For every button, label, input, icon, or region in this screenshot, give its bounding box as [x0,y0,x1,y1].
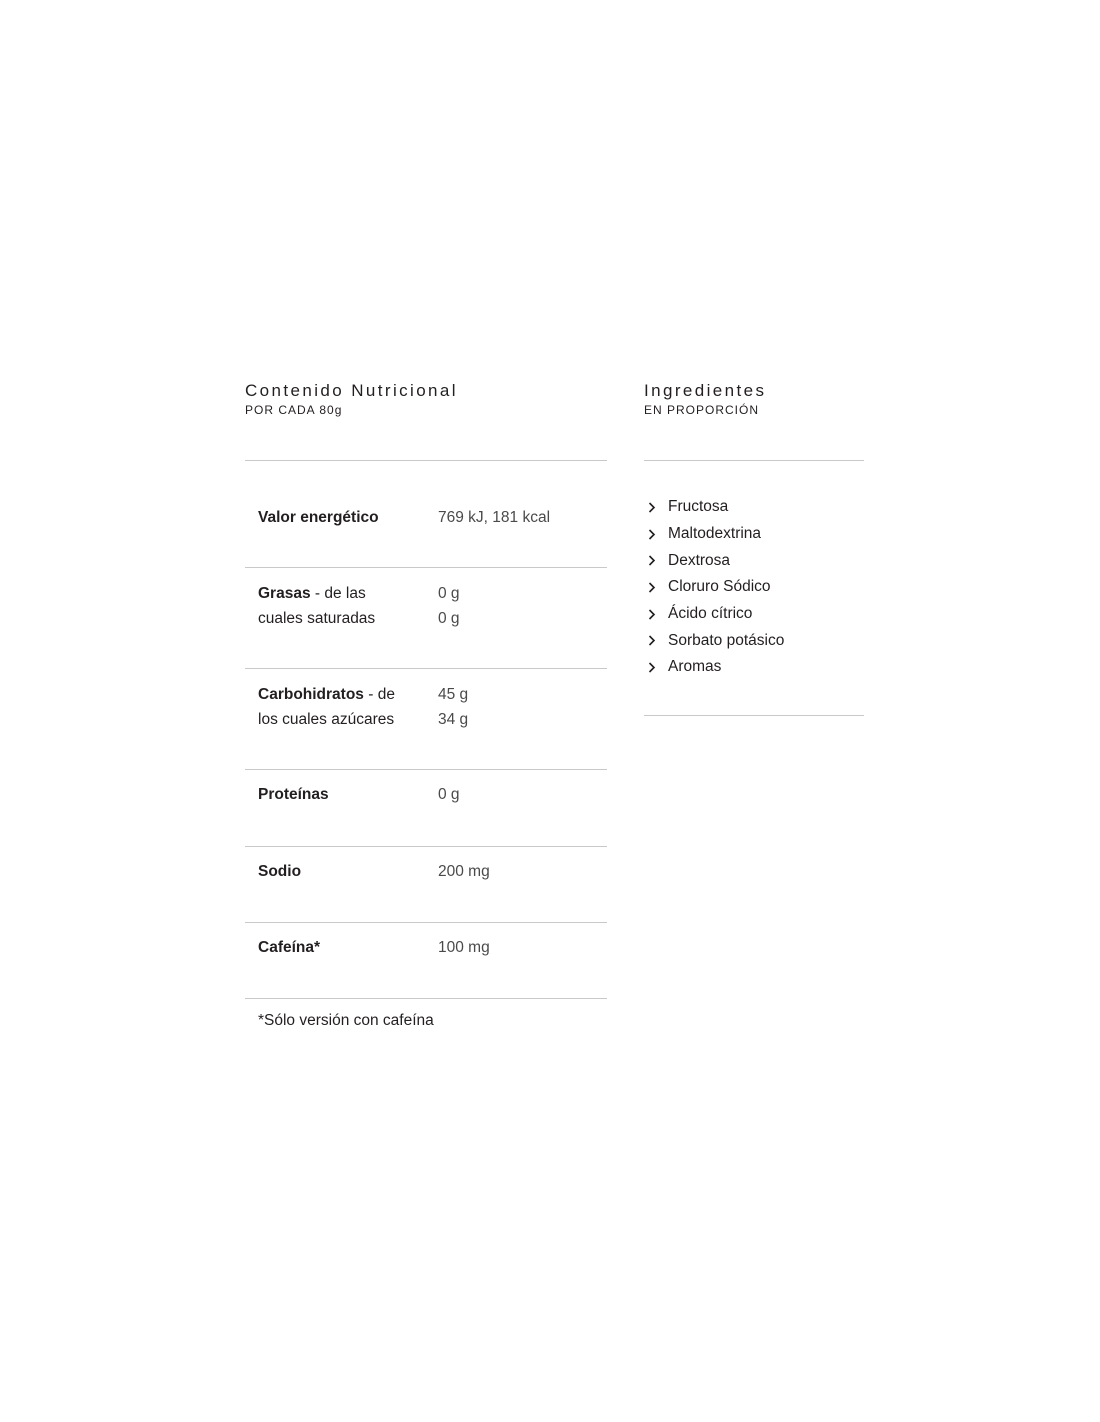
nutrition-subvalue: 34 g [438,711,469,728]
chevron-right-icon [648,529,668,540]
ingredients-title: Ingredientes [644,381,767,400]
nutrient-name: Valor energético [258,509,379,526]
nutrition-label [258,682,395,707]
chevron-right-icon [648,662,668,673]
nutrition-row-carbs [245,668,607,769]
ingredient-item [648,654,784,681]
chevron-right-icon [648,582,668,593]
chevron-right-icon [648,555,668,566]
ingredient-item [648,521,784,548]
nutrition-label [258,782,329,807]
ingredient-label: Cloruro Sódico [668,578,771,596]
nutrition-row-caffeine [245,922,607,999]
ingredient-label: Fructosa [668,498,729,516]
nutrition-subvalue: 0 g [438,610,460,627]
ingredients-subtitle: EN PROPORCIÓN [644,403,760,417]
nutrient-name: Cafeína* [258,939,321,956]
nutrition-label [258,581,366,606]
nutrition-table [245,460,607,999]
ingredients-bottom-divider [644,715,864,716]
nutrition-sublabel: los cuales azúcares [258,711,395,728]
nutrient-qualifier: - de las [310,585,366,602]
chevron-right-icon [648,502,668,513]
nutrient-qualifier: - de [363,686,395,703]
ingredient-item [648,627,784,654]
nutrition-sublabel: cuales saturadas [258,610,376,627]
nutrition-label [258,859,301,884]
ingredient-label: Aromas [668,658,722,676]
ingredient-label: Sorbato potásico [668,631,785,649]
nutrition-row-energy [245,460,607,567]
caffeine-footnote: *Sólo versión con cafeína [258,1012,434,1029]
ingredient-item [648,547,784,574]
nutrition-value: 769 kJ, 181 kcal [438,509,551,526]
nutrition-row-protein [245,769,607,846]
ingredient-item [648,494,784,521]
nutrition-value: 45 g [438,686,469,703]
nutrient-name: Sodio [258,863,302,880]
ingredient-label: Maltodextrina [668,525,762,543]
nutrition-subtitle: POR CADA 80g [245,403,343,417]
nutrition-title: Contenido Nutricional [245,381,458,400]
nutrition-row-fats [245,567,607,668]
ingredient-item [648,601,784,628]
ingredients-top-divider [644,460,864,461]
nutrition-value: 200 mg [438,863,490,880]
nutrition-value: 0 g [438,585,460,602]
nutrition-label [258,935,320,960]
nutrition-value: 100 mg [438,939,490,956]
nutrient-name: Carbohidratos [258,686,364,703]
nutrition-row-sodium [245,846,607,922]
chevron-right-icon [648,609,668,620]
ingredients-list [648,494,784,681]
nutrient-name: Grasas [258,585,311,602]
nutrition-value: 0 g [438,786,460,803]
nutrient-name: Proteínas [258,786,329,803]
chevron-right-icon [648,635,668,646]
nutrition-label [258,505,379,530]
ingredient-item [648,574,784,601]
ingredient-label: Dextrosa [668,551,731,569]
ingredient-label: Ácido cítrico [668,605,753,623]
